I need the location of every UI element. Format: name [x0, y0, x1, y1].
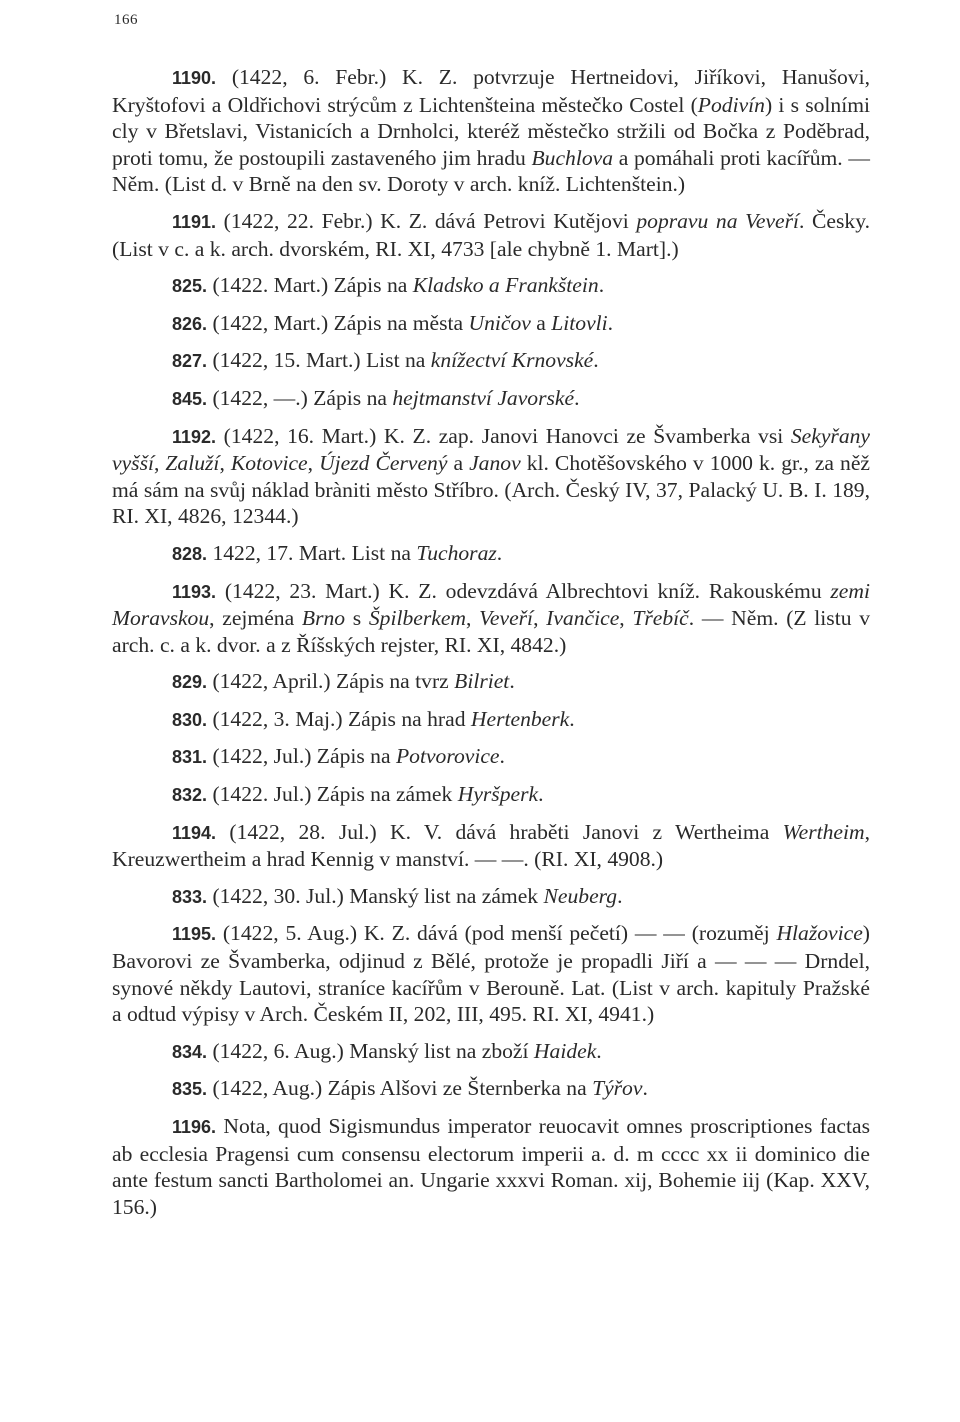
- entry-italic-text: hejtmanství Javorské: [392, 385, 575, 410]
- entry-number: 831.: [172, 747, 208, 768]
- entry-text: (1422, 22. Febr.) K. Z. dává Petrovi Kutějovi: [216, 208, 637, 233]
- entry-text: , Kreuzwertheim a hrad Kennig v manství. — —. (RI. XI, 4908.): [112, 819, 870, 872]
- entry-825: [112, 272, 870, 300]
- entry-835: [112, 1075, 870, 1103]
- entry-text: (1422. Jul.) Zápis na zámek: [207, 782, 458, 807]
- entry-text: (1422, 6. Aug.) Manský list na zboží: [207, 1038, 534, 1063]
- entry-text: .: [617, 883, 623, 908]
- entry-italic-text: popravu na Veveří: [636, 208, 800, 233]
- entry-text: kl. Chotěšovského v 1000 k. gr., za něž má sám na svůj náklad bràniti město Stříbro. (Arch. Český IV, 37, Palacký U. B. I. 189, RI. XI, 4826, 12344.): [112, 451, 871, 529]
- entry-number: 1195.: [172, 924, 217, 945]
- entry-832: [112, 781, 870, 809]
- entry-1190: [112, 64, 870, 198]
- entry-1193: [112, 578, 870, 659]
- entry-text: (1422, 28. Jul.) K. V. dává hraběti Janovi z Wertheima: [216, 819, 783, 844]
- entry-italic-text: Haidek: [533, 1038, 597, 1063]
- entry-830: [112, 706, 870, 734]
- entry-text: ,: [219, 451, 231, 476]
- entry-number: 833.: [172, 886, 208, 907]
- entry-italic-text: Špilberkem: [368, 606, 467, 631]
- entry-italic-text: Janov: [469, 451, 521, 476]
- entry-text: (1422, April.) Zápis na tvrz: [207, 669, 455, 694]
- entry-834: [112, 1038, 870, 1066]
- entry-text: (1422, 16. Mart.) K. Z. zap. Janovi Hanovci ze Švamberka vsi: [216, 423, 791, 448]
- entry-text: Nota, quod Sigismundus imperator reuocavit omnes proscriptiones factas ab ecclesia Pragensi cum consensu electorum imperii a. d. m cccc xx ii dominico die ante festum sancti Bartholomei an. Ungarie xxxvi Roman. xij, Bohemie iij (Kap. XXV, 156.): [112, 1114, 870, 1219]
- entry-text: .: [538, 782, 544, 807]
- entry-text: a: [530, 310, 552, 335]
- entry-text: ,: [307, 451, 320, 476]
- entry-text: .: [593, 348, 599, 373]
- entry-italic-text: Kotovice: [230, 451, 308, 476]
- entry-italic-text: Uničov: [468, 310, 531, 335]
- entry-italic-text: Brno: [301, 606, 346, 631]
- entry-text: (1422, 23. Mart.) K. Z. odevzdává Albrechtovi kníž. Rakouskému: [216, 578, 831, 603]
- entry-826: [112, 310, 870, 338]
- entry-number: 1191.: [172, 211, 217, 232]
- entry-number: 832.: [172, 785, 208, 806]
- entry-1191: [112, 208, 870, 262]
- entry-number: 1194.: [172, 822, 217, 843]
- entry-text: (1422. Mart.) Zápis na: [207, 273, 413, 298]
- entry-number: 1196.: [172, 1117, 217, 1137]
- entry-text: a pomáhali proti kacířům. — Něm. (List d. v Brně na den sv. Doroty v arch. kníž. Lichtenštein.): [112, 145, 870, 197]
- entry-italic-text: Třebíč: [632, 606, 689, 631]
- entry-italic-text: Litovli: [551, 310, 608, 335]
- entry-text: ,: [466, 606, 480, 631]
- entry-italic-text: Hlažovice: [776, 921, 863, 946]
- entry-italic-text: Hyršperk: [457, 782, 539, 807]
- entry-text: .: [499, 744, 505, 769]
- entry-text: ,: [619, 606, 633, 631]
- entry-827: [112, 347, 870, 375]
- entry-1196: [112, 1113, 870, 1220]
- entry-italic-text: Tuchoraz: [416, 540, 497, 565]
- entry-italic-text: Podivín: [697, 92, 765, 117]
- entry-text: (1422, 6. Febr.) K. Z. potvrzuje Hertneidovi, Jiříkovi, Hanušovi, Kryštofovi a Oldřichovi strýcům z Lichtenšteina městečko Costel (: [112, 65, 870, 117]
- entry-number: 1192.: [172, 426, 217, 447]
- entry-italic-text: Zaluží: [165, 451, 220, 476]
- entry-text: ,: [153, 451, 166, 476]
- entry-italic-text: Buchlova: [531, 145, 614, 170]
- entry-italic-text: Kladsko a Frankštein: [412, 273, 599, 298]
- entry-828: [112, 540, 870, 568]
- entry-number: 834.: [172, 1041, 208, 1062]
- entry-text: ,: [533, 606, 547, 631]
- entry-text: (1422, 30. Jul.) Manský list na zámek: [207, 883, 544, 908]
- entry-italic-text: Neuberg: [543, 883, 618, 908]
- entry-1194: [112, 819, 870, 873]
- entry-829: [112, 668, 870, 696]
- entry-number: 1193.: [172, 581, 217, 602]
- entry-1192: [112, 423, 870, 530]
- entry-number: 835.: [172, 1079, 208, 1100]
- entry-italic-text: Újezd Červený: [319, 451, 448, 476]
- entry-number: 827.: [172, 351, 208, 372]
- document-body: [112, 64, 870, 1220]
- entry-text: a: [447, 451, 470, 476]
- entry-number: 1190.: [172, 68, 217, 88]
- entry-italic-text: Potvorovice: [395, 744, 500, 769]
- entry-number: 825.: [172, 276, 208, 297]
- entry-text: .: [574, 385, 580, 410]
- entry-text: (1422, 15. Mart.) List na: [207, 348, 431, 373]
- entry-text: .: [642, 1076, 648, 1101]
- entry-italic-text: Týřov: [592, 1076, 643, 1101]
- entry-number: 830.: [172, 709, 208, 730]
- entry-text: .: [598, 273, 605, 298]
- entry-text: (1422, —.) Zápis na: [207, 385, 393, 410]
- entry-number: 845.: [172, 388, 208, 409]
- entry-text: ) i s solními cly v Břetslavi, Vistanicích a Drnholci, kteréž městečko stržili od Bočka z Poděbrad, proti tomu, že postoupili zastaveného jim hradu: [112, 92, 870, 170]
- entry-italic-text: knížectví Krnovské: [430, 348, 594, 373]
- entry-text: (1422, 5. Aug.) K. Z. dává (pod menší pečetí) — — (rozuměj: [216, 921, 777, 946]
- entry-833: [112, 883, 870, 911]
- entry-text: .: [509, 669, 515, 694]
- entry-italic-text: Hertenberk: [470, 706, 570, 731]
- entry-text: . — Něm. (Z listu v arch. c. a k. dvor. a z Říšských rejster, RI. XI, 4842.): [112, 606, 870, 657]
- entry-text: .: [496, 540, 503, 565]
- entry-italic-text: Veveří: [479, 606, 534, 631]
- page-number: 166: [114, 12, 138, 28]
- entry-italic-text: Wertheim: [782, 819, 865, 844]
- entry-text: .: [596, 1038, 602, 1063]
- entry-text: ) Bavorovi ze Švamberka, odjinud z Bělé, protože je propadli Jiří a — — — Drndel, synové někdy Lautovi, straníce kacířům v Berouně. Lat. (List v arch. kapituly Pražské a odtud výpisy v Arch. Českém II, 202, III, 495. RI. XI, 4941.): [112, 921, 870, 1027]
- entry-text: , zejména: [209, 606, 302, 631]
- entry-1195: [112, 920, 870, 1027]
- entry-italic-text: Ivančice: [546, 606, 620, 631]
- entry-number: 828.: [172, 543, 208, 564]
- entry-italic-text: zemi Moravskou: [112, 578, 870, 631]
- entry-italic-text: Bilriet: [454, 669, 510, 694]
- entry-number: 826.: [172, 313, 208, 334]
- entry-845: [112, 385, 870, 413]
- entry-831: [112, 743, 870, 771]
- entry-text: . Česky. (List v c. a k. arch. dvorském, RI. XI, 4733 [ale chybně 1. Mart].): [112, 208, 870, 261]
- entry-text: (1422, Aug.) Zápis Alšovi ze Šternberka na: [207, 1076, 593, 1101]
- entry-number: 829.: [172, 672, 208, 693]
- entry-italic-text: Sekyřany vyšší: [112, 423, 870, 476]
- entry-text: .: [607, 310, 614, 335]
- entry-text: .: [569, 706, 575, 731]
- entry-text: (1422, Mart.) Zápis na města: [207, 310, 469, 335]
- entry-text: s: [345, 606, 369, 631]
- entry-text: (1422, Jul.) Zápis na: [207, 744, 396, 769]
- entry-text: 1422, 17. Mart. List na: [207, 540, 417, 565]
- entry-text: (1422, 3. Maj.) Zápis na hrad: [207, 706, 471, 731]
